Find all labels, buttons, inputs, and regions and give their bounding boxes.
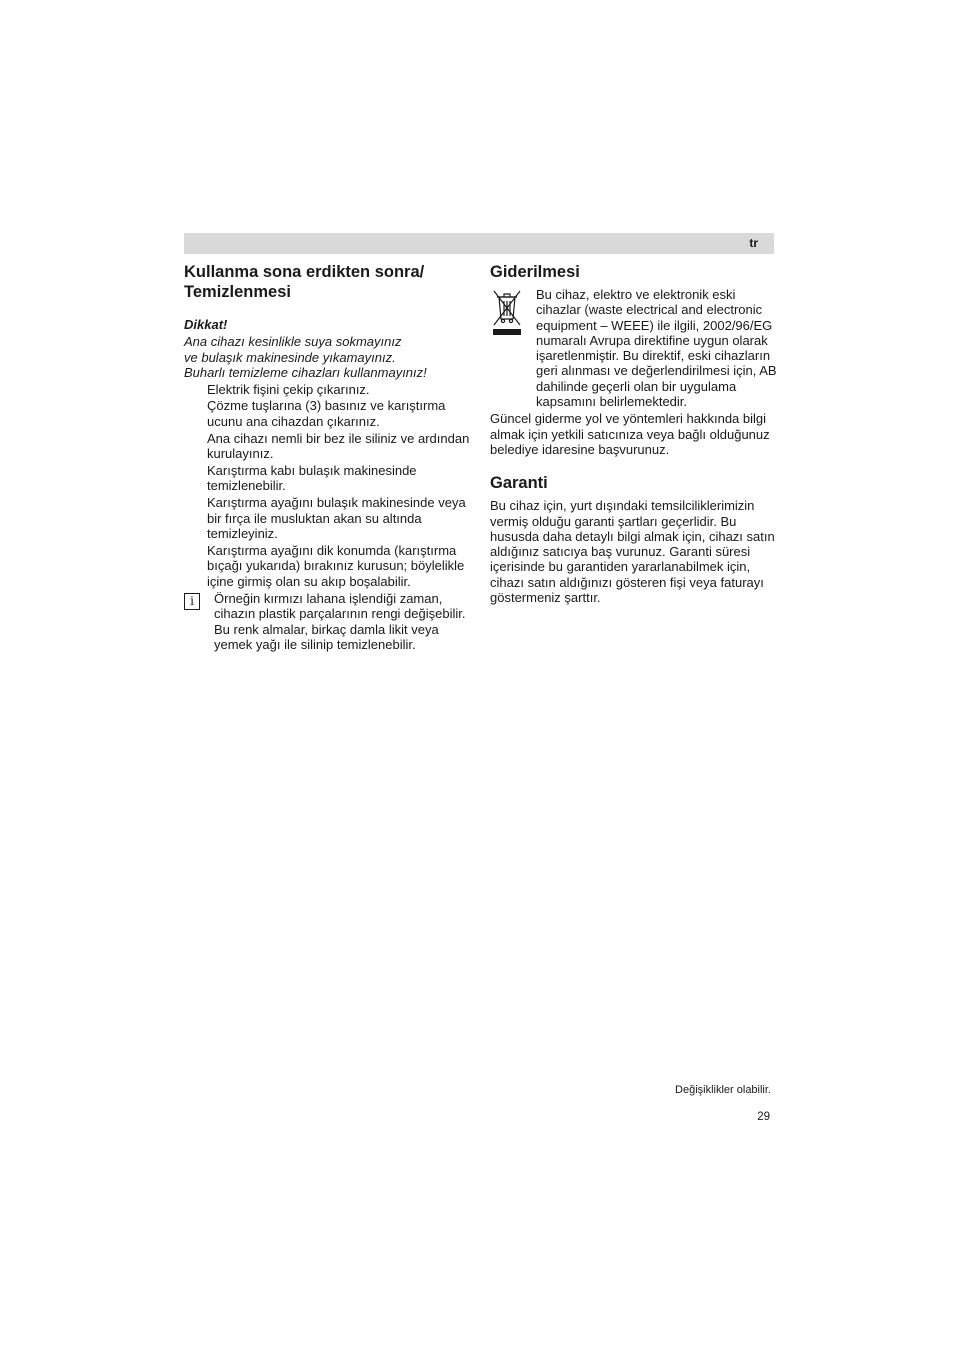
warning-line: Buharlı temizleme cihazları kullanmayınız! (184, 365, 427, 380)
cleaning-step: Ana cihazı nemli bir bez ile siliniz ve ardından kurulayınız. (207, 430, 470, 462)
cleaning-steps (184, 382, 474, 590)
info-icon: i (184, 593, 200, 610)
cleaning-heading-line-1: Kullanma sona erdikten sonra/ (184, 263, 425, 281)
disposal-text: Bu cihaz, elektro ve elektronik eski cihazlar (waste electrical and electronic equipment – WEEE) ile ilgili, 2002/96/EG numaralı Avrupa direktifine uygun olarak işaretlenmiştir. Bu direktif, eski cihazların geri alınması ve değerlendirilmesi için, AB dahilinde geçerli olan bir uygulama kapsamını belirlemektedir. (536, 287, 777, 410)
left-column (184, 262, 474, 653)
cleaning-step: Elektrik fişini çekip çıkarınız. (207, 381, 370, 397)
changes-note: Değişiklikler olabilir. (675, 1084, 771, 1096)
right-column (490, 262, 780, 605)
attention-label: Dikkat! (184, 317, 228, 332)
warning-line: ve bulaşık makinesinde yıkamayınız. (184, 349, 396, 365)
cleaning-heading-line-2: Temizlenmesi (184, 283, 291, 301)
warning-line: Ana cihazı kesinlikle suya sokmayınız (184, 334, 402, 349)
warning-text (184, 334, 474, 381)
warranty-heading: Garanti (490, 474, 548, 493)
warranty-text: Bu cihaz için, yurt dışındaki temsilciliklerimizin vermiş olduğu garanti şartları geçerlidir. Bu hususda daha detaylı bilgi almak için, cihazı satın aldığınız satıcıya baş vurunuz. Garanti süresi içerisinde bu garantiden yararlanabilmek için, cihazı satın aldığınızı gösteren fişi veya faturayı göstermeniz şarttır. (490, 498, 775, 606)
cleaning-step: Karıştırma ayağını dik konumda (karıştırma bıçağı yukarıda) bırakınız kurusun; böylelikle içine girmiş olan su akıp boşalabilir. (207, 542, 465, 589)
disposal-block (490, 287, 780, 409)
disposal-heading: Giderilmesi (490, 263, 580, 281)
disposal-info-text: Güncel giderme yol ve yöntemleri hakkında bilgi almak için yetkili satıcınıza veya bağlı olduğunuz belediye idaresine başvurunuz. (490, 411, 770, 457)
page-number: 29 (757, 1111, 770, 1123)
cleaning-step: Çözme tuşlarına (3) basınız ve karıştırma ucunu ana cihazdan çıkarınız. (207, 398, 446, 429)
language-code: tr (749, 236, 758, 250)
info-note (184, 591, 474, 653)
cleaning-step: Karıştırma ayağını bulaşık makinesinde veya bir fırça ile musluktan akan su altında temizleyiniz. (207, 495, 466, 542)
cleaning-heading (184, 262, 474, 302)
info-note-text: Örneğin kırmızı lahana işlendiği zaman, cihazın plastik parçalarının rengi değişebilir. Bu renk almalar, birkaç damla likit veya yemek yağı ile silinip temizlenebilir. (214, 590, 466, 653)
cleaning-step: Karıştırma kabı bulaşık makinesinde temizlenebilir. (207, 462, 417, 494)
crossed-out-bin-icon (492, 289, 522, 337)
language-bar (184, 233, 774, 254)
